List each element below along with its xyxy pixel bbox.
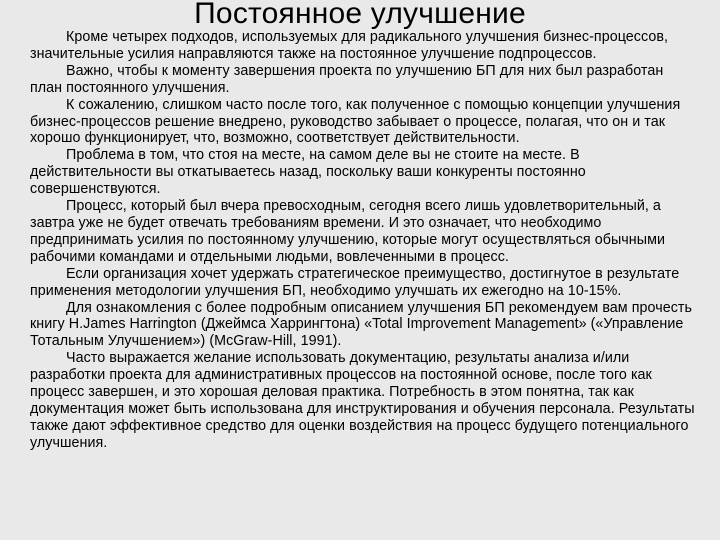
paragraph: Для ознакомления с более подробным описанием улучшения БП рекомендуем вам прочесть книгу H.James Harrington (Джеймса Харрингтона) «Total Improvement Management» («Управление Тотальным Улучшением») (McGraw-Hill, 1991). — [30, 299, 692, 350]
paragraph: Процесс, который был вчера превосходным, сегодня всего лишь удовлетворительный, а завтра уже не будет отвечать требованиям времени. И это означает, что необходимо предпринимать усилия по постоянному улучшению, которые могут осуществляться обычными рабочими командами и отдельными людьми, вовлеченными в процесс. — [30, 198, 665, 265]
paragraph: Важно, чтобы к моменту завершения проекта по улучшению БП для них был разработан план постоянного улучшения. — [30, 62, 664, 96]
paragraph: К сожалению, слишком часто после того, как полученное с помощью концепции улучшения бизнес-процессов решение внедрено, руководство забывает о процессе, полагая, что он и так хорошо функционирует, что, возможно, соответствует действительности. — [30, 96, 681, 147]
slide-title: Постоянное улучшение — [194, 0, 526, 30]
paragraph: Часто выражается желание использовать документацию, результаты анализа и/или разработки проекта для административных процессов на постоянной основе, после того как процесс завершен, и это хорошая деловая практика. Потребность в этом понятна, так как документация может быть использована для инструктирования и обучения персонала. Результаты также дают эффективное средство для оценки воздействия на процесс будущего потенциального улучшения. — [30, 350, 695, 451]
paragraph: Проблема в том, что стоя на месте, на самом деле вы не стоите на месте. В действительности вы откатываетесь назад, поскольку ваши конкуренты постоянно совершенствуются. — [30, 147, 586, 198]
paragraph: Кроме четырех подходов, используемых для радикального улучшения бизнес-процессов, значительные усилия направляются также на постоянное улучшение подпроцессов. — [30, 29, 669, 62]
paragraph: Если организация хочет удержать стратегическое преимущество, достигнутое в результате применения методологии улучшения БП, необходимо улучшать их ежегодно на 10-15%. — [30, 265, 680, 299]
slide-body — [30, 29, 698, 452]
